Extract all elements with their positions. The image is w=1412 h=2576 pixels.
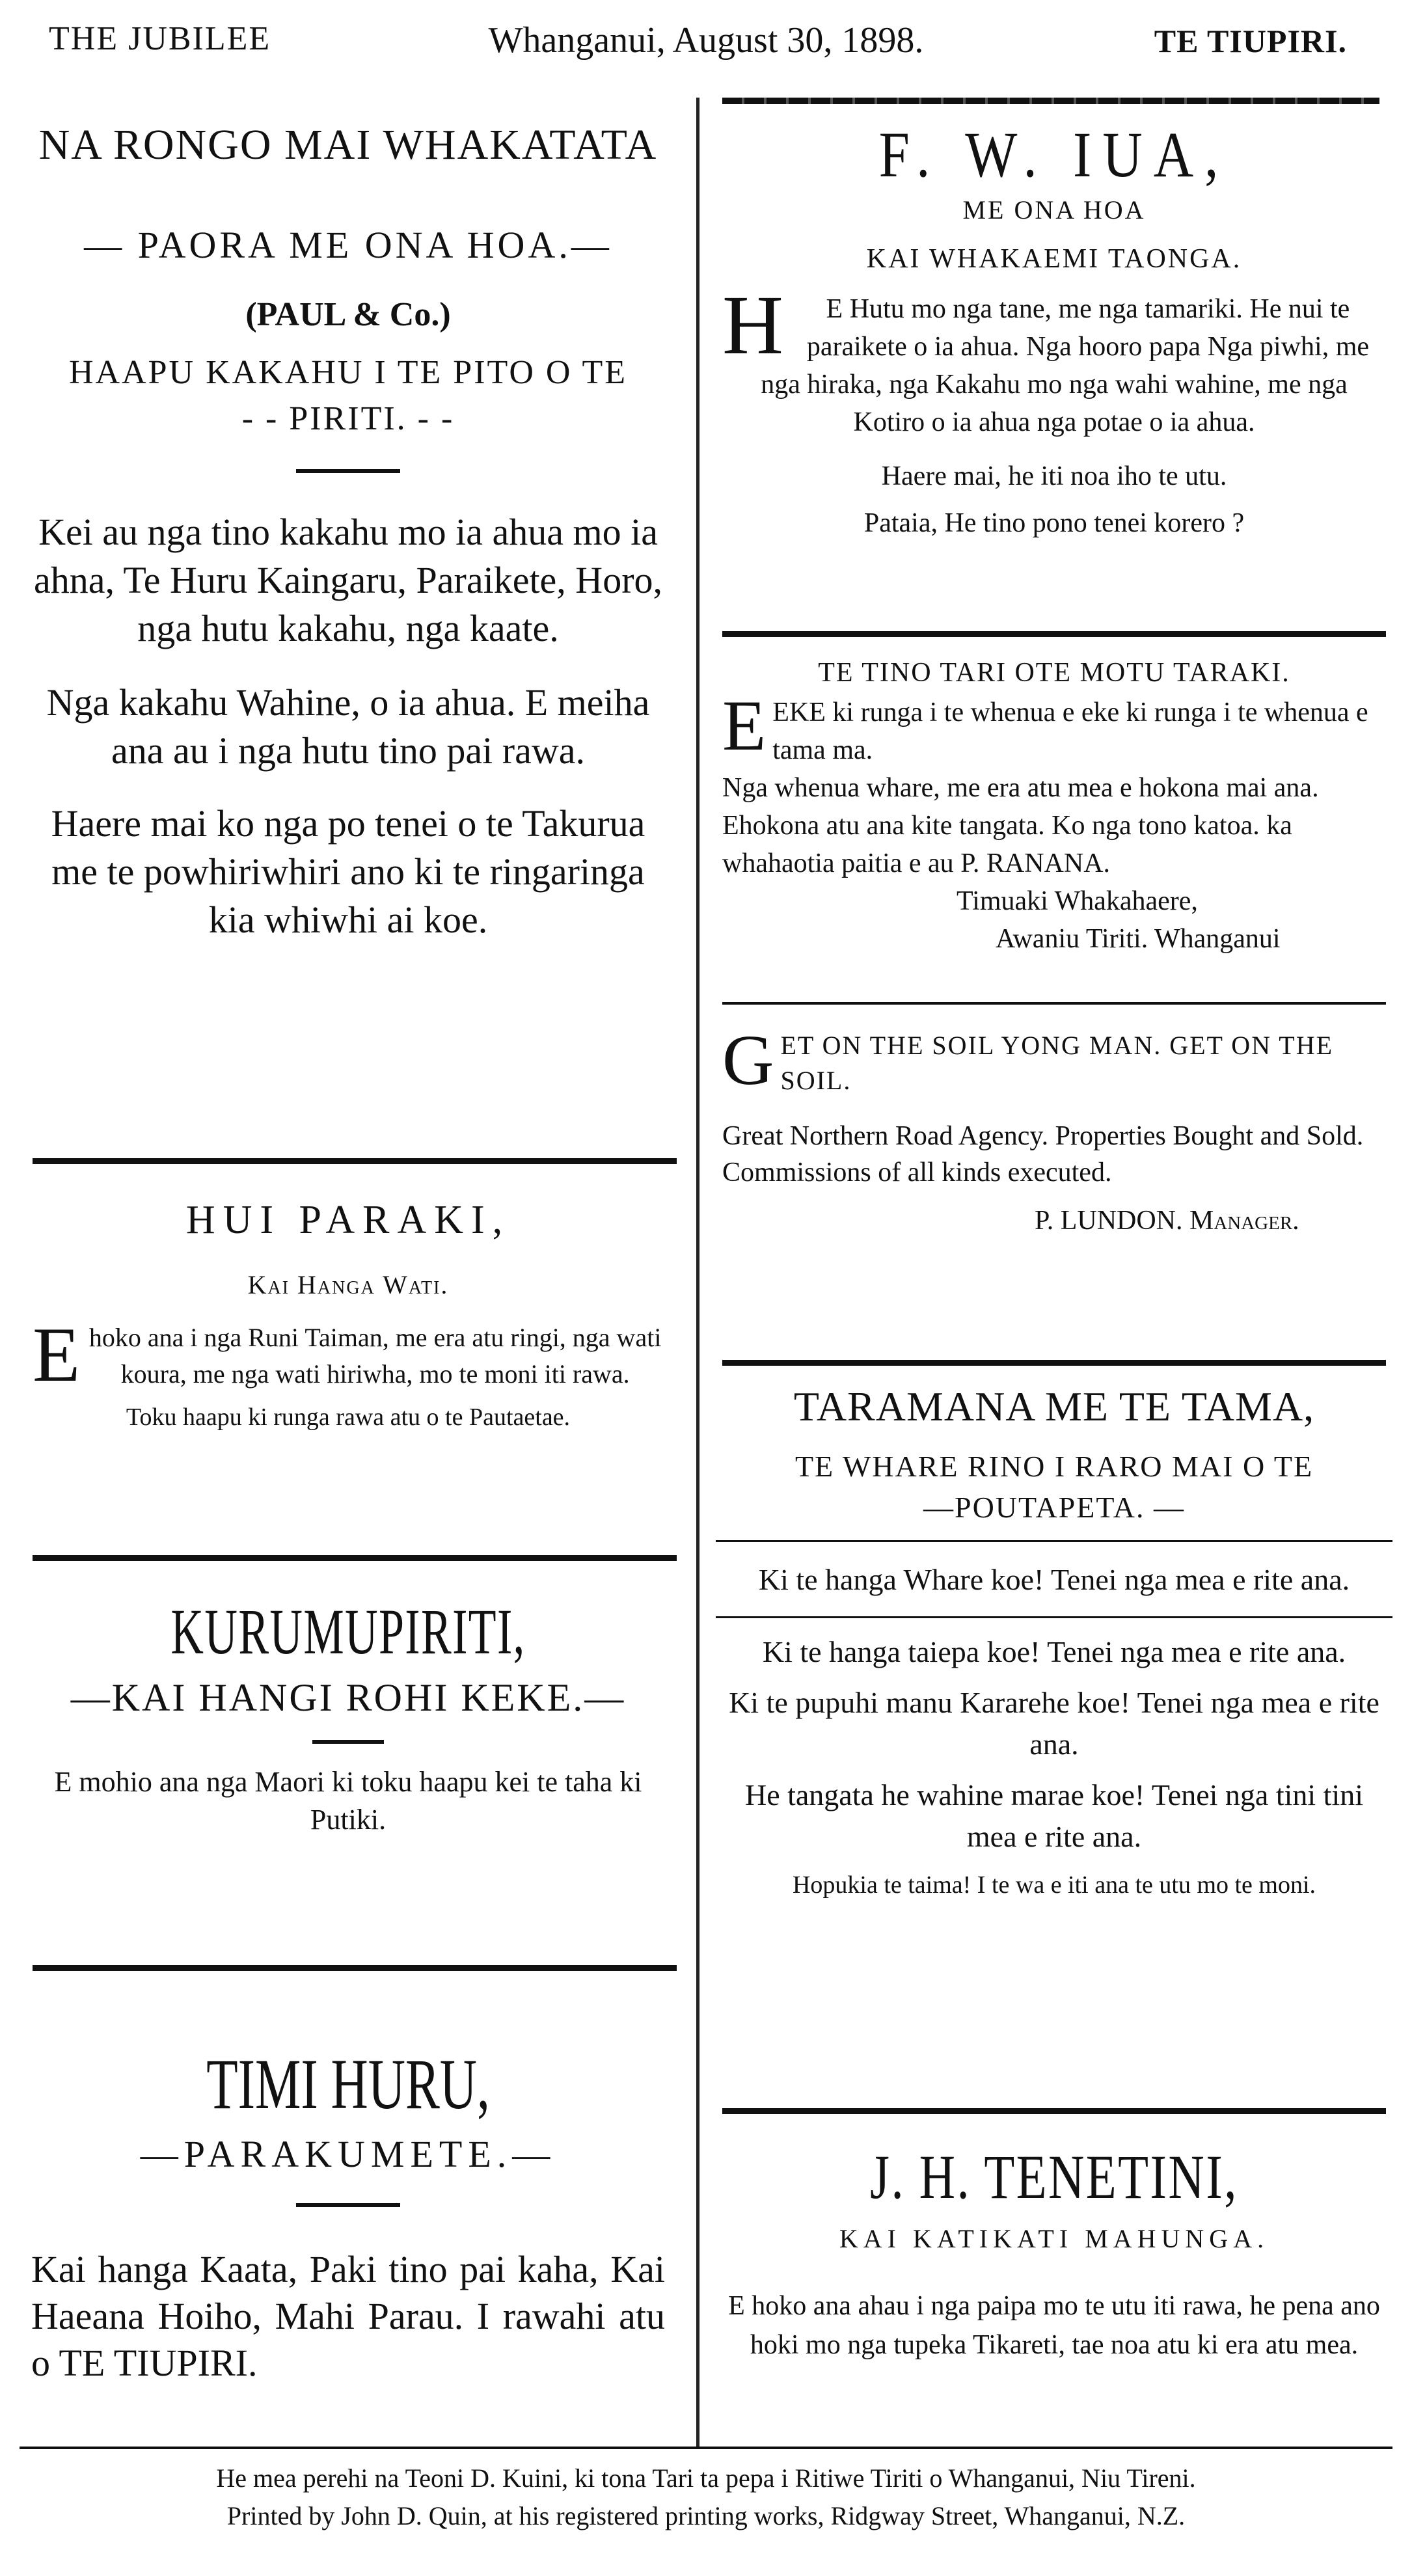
ad-paragraph: Great Northern Road Agency. Properties Bought and Sold. Commissions of all kinds executed.: [722, 1121, 1364, 1187]
ad-subtitle: KAI KATIKATI MAHUNGA.: [839, 2224, 1269, 2253]
ad-signature: Timuaki Whakahaere,: [957, 886, 1198, 916]
section-rule: [33, 1158, 677, 1164]
ad-paragraph: Nga whenua whare, me era atu mea e hokona mai ana. Ehokona atu ana kite tangata. Ko nga tono katoa. ka whahaotia paitia e au P. RANANA.: [722, 773, 1319, 878]
ad-line: - - PIRITI. - -: [241, 400, 455, 437]
ad-paragraph: E mohio ana nga Maori ki toku haapu kei te taha ki Putiki.: [54, 1766, 642, 1836]
section-rule: [33, 1965, 677, 1971]
drop-cap: E: [33, 1311, 81, 1398]
ad-line: TE WHARE RINO I RARO MAI O TE: [794, 1450, 1314, 1483]
masthead-rule: [722, 98, 1379, 104]
divider: [312, 1740, 384, 1744]
divider: [296, 2203, 400, 2207]
ad-paragraph: hoko ana i nga Runi Taiman, me era atu ringi, nga wati koura, me nga wati hiriwha, mo te moni iti rawa.: [88, 1323, 662, 1389]
ad-signature: P. LUNDON. Manager.: [1035, 1206, 1299, 1236]
ad-northern-road-agency: [716, 1020, 1392, 1236]
section-rule: [722, 1360, 1386, 1366]
ad-timi-huru: [20, 2043, 677, 2387]
ad-title: TE TINO TARI OTE MOTU TARAKI.: [818, 658, 1290, 688]
ad-subtitle: — PAORA ME ONA HOA.—: [84, 224, 612, 266]
ad-title: J. H. TENETINI,: [870, 2142, 1238, 2212]
imprint-english: Printed by John D. Quin, at his registered printing works, Ridgway Street, Whanganui, N.Z.: [226, 2501, 1186, 2530]
ad-paragraph: Hopukia te taima! I te wa e iti ana te utu mo te moni.: [792, 1871, 1316, 1899]
ad-title: ET ON THE SOIL YONG MAN. GET ON THE SOIL.: [780, 1031, 1334, 1095]
ad-subtitle: ME ONA HOA: [962, 195, 1146, 224]
ad-kurumupiriti: [20, 1594, 677, 1839]
ad-subtitle: Kai Hanga Wati.: [247, 1270, 449, 1299]
ad-paragraph: Nga kakahu Wahine, o ia ahua. E meiha ana au i nga hutu tino pai rawa.: [46, 681, 650, 772]
ad-paragraph: Ki te pupuhi manu Kararehe koe! Tenei nga mea e rite ana.: [729, 1686, 1379, 1761]
ad-paragraph: Haere mai ko nga po tenei o te Takurua me te powhiriwhiri ano ki te ringaringa kia whiwhi ai koe.: [51, 802, 645, 941]
masthead-date: Whanganui, August 30, 1898.: [488, 20, 924, 61]
divider: [716, 1540, 1392, 1542]
ad-paragraph: EKE ki runga i te whenua e eke ki runga i te whenua e tama ma.: [772, 698, 1368, 765]
ad-english-name: (PAUL & Co.): [245, 296, 451, 333]
ad-title: TIMI HURU,: [206, 2044, 490, 2124]
ad-paragraph: Toku haapu ki runga rawa atu o te Pautaetae.: [126, 1403, 571, 1431]
ad-body: [20, 1311, 677, 1398]
ad-paragraph: Pataia, He tino pono tenei korero ?: [863, 508, 1245, 538]
ad-fw-iua: [716, 117, 1392, 539]
divider: [296, 469, 400, 473]
ad-paragraph: E hoko ana ahau i nga paipa mo te utu iti rawa, he pena ano hoki mo nga tupeka Tikareti, tae noa atu ki era atu mea.: [728, 2291, 1380, 2360]
ad-title: KURUMUPIRITI,: [170, 1595, 526, 1668]
ad-body: [716, 278, 1392, 441]
ad-header: [722, 1020, 1386, 1100]
ad-hui-paraki: [20, 1197, 677, 1431]
ad-paragraph: Kei au nga tino kakahu mo ia ahua mo ia ahna, Te Huru Kaingaru, Paraikete, Horo, nga hutu kakahu, nga kaate.: [33, 511, 663, 649]
ad-paragraph: Kai hanga Kaata, Paki tino pai kaha, Kai Haeana Hoiho, Mahi Parau. I rawahi atu o TE TIUPIRI.: [31, 2248, 665, 2384]
section-rule-thin: [722, 1002, 1386, 1005]
ad-title: TARAMANA ME TE TAMA,: [793, 1383, 1315, 1430]
ad-paragraph: Haere mai, he iti noa iho te utu.: [881, 461, 1227, 491]
ad-paragraph: He tangata he wahine marae koe! Tenei nga tini tini mea e rite ana.: [744, 1778, 1364, 1853]
ad-te-tino-tari: [716, 657, 1392, 958]
ad-subtitle: —PARAKUMETE.—: [140, 2133, 556, 2175]
section-rule: [722, 2108, 1386, 2114]
ad-paragraph: Ki te hanga Whare koe! Tenei nga mea e rite ana.: [758, 1563, 1350, 1596]
ad-line: KAI WHAKAEMI TAONGA.: [866, 244, 1242, 274]
section-rule: [722, 631, 1386, 637]
drop-cap: G: [722, 1020, 774, 1100]
divider: [716, 1616, 1392, 1618]
masthead-english-title: THE JUBILEE: [49, 20, 271, 57]
ad-paora: [20, 120, 677, 944]
column-divider: [696, 98, 699, 2447]
section-rule: [33, 1555, 677, 1561]
ad-body: [722, 686, 1386, 769]
masthead: [0, 0, 1412, 98]
ad-paragraph: Ki te hanga taiepa koe! Tenei nga mea e rite ana.: [762, 1635, 1346, 1668]
ad-title: HUI PARAKI,: [185, 1198, 511, 1242]
drop-cap: H: [722, 278, 783, 372]
ad-title: NA RONGO MAI WHAKATATA: [38, 121, 658, 169]
ad-signature: Awaniu Tiriti. Whanganui: [996, 924, 1281, 954]
drop-cap: E: [722, 686, 767, 765]
ad-tenetini: [716, 2141, 1392, 2365]
ad-title: F. W. IUA,: [878, 118, 1230, 191]
ad-paragraph: E Hutu mo nga tane, me nga tamariki. He nui te paraikete o ia ahua. Nga hooro papa Nga piwhi, me nga hiraka, nga Kakahu mo nga wahi wahine, me nga Kotiro o ia ahua nga potae o ia ahua.: [761, 294, 1370, 437]
ad-line: —POUTAPETA. —: [923, 1491, 1185, 1524]
ad-subtitle: —KAI HANGI ROHI KEKE.—: [70, 1676, 626, 1719]
footer-rule: [20, 2447, 1392, 2449]
masthead-maori-title: TE TIUPIRI.: [1154, 23, 1347, 59]
ad-line: HAAPU KAKAHU I TE PITO O TE: [68, 354, 628, 391]
imprint-maori: He mea perehi na Teoni D. Kuini, ki tona Tari ta pepa i Ritiwe Tiriti o Whanganui, Niu Tireni.: [216, 2463, 1196, 2493]
imprint: [0, 2460, 1412, 2535]
ad-taramana: [716, 1383, 1392, 1903]
